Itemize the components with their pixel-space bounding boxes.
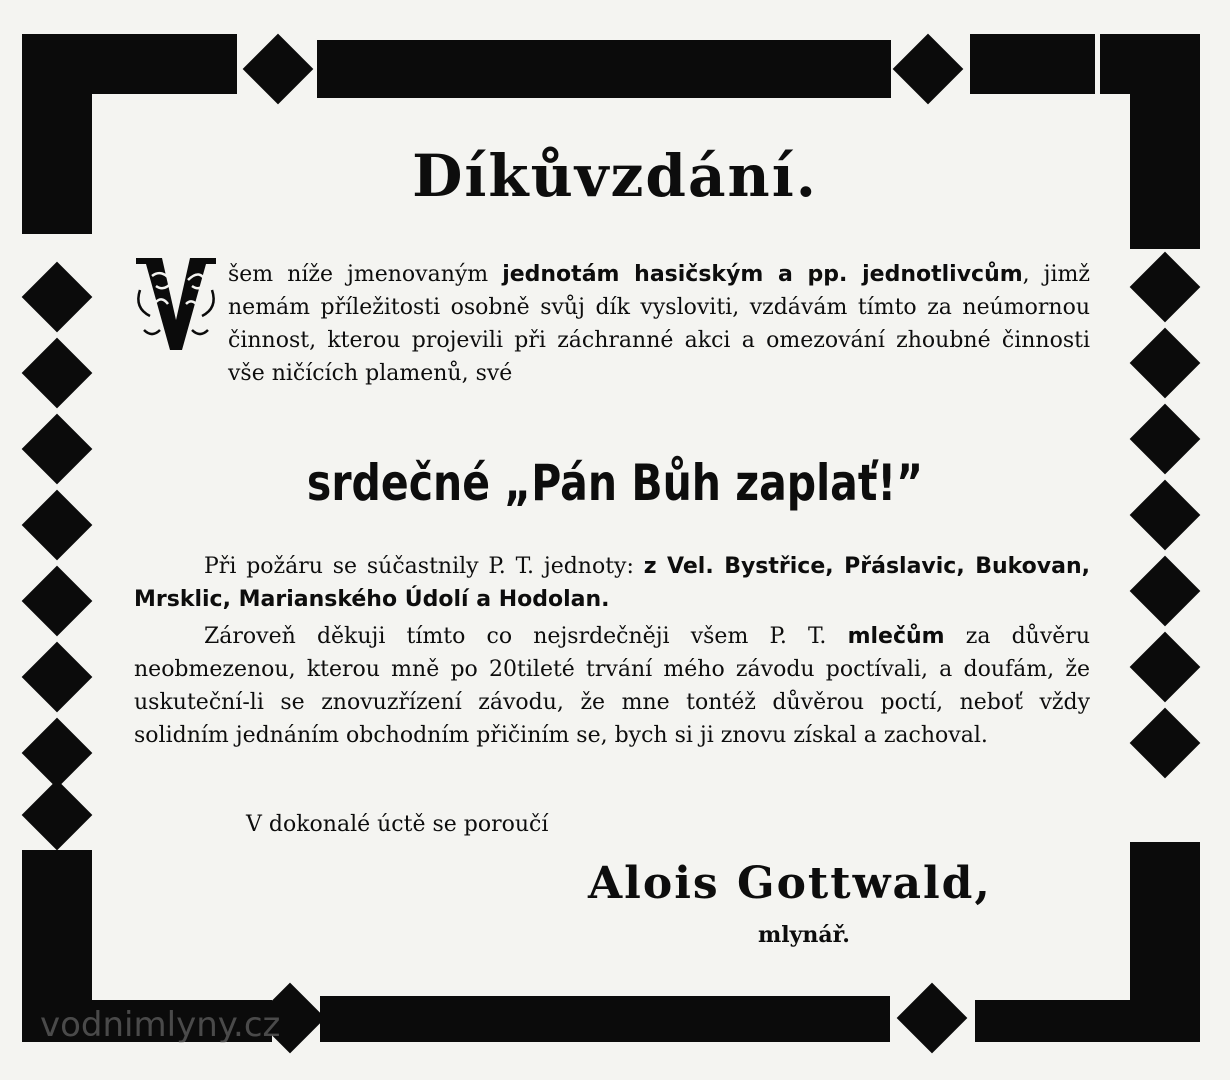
ornamental-drop-cap-v bbox=[132, 250, 220, 354]
border-diamond-top-right bbox=[893, 34, 964, 105]
border-diamond-right bbox=[1130, 480, 1201, 551]
border-top-center-bar bbox=[317, 40, 891, 98]
border-diamond-right bbox=[1130, 252, 1201, 323]
border-corner-top-right-cap bbox=[1100, 34, 1200, 94]
border-bottom-center-bar bbox=[320, 996, 890, 1042]
closing-line: V dokonalé úctě se poroučí bbox=[246, 812, 549, 837]
watermark: vodnimlyny.cz bbox=[40, 1005, 281, 1045]
border-diamond-right bbox=[1130, 556, 1201, 627]
border-diamond-left bbox=[22, 642, 93, 713]
notice-title: Díkůvzdání. bbox=[412, 142, 818, 210]
border-diamond-left bbox=[22, 338, 93, 409]
border-diamond-left bbox=[22, 490, 93, 561]
border-diamond-right bbox=[1130, 708, 1201, 779]
border-diamond-right bbox=[1130, 328, 1201, 399]
border-diamond-top-left bbox=[243, 34, 314, 105]
signature-name: Alois Gottwald, bbox=[588, 858, 992, 909]
border-diamond-left bbox=[22, 262, 93, 333]
intro-bold-text: jednotám hasičským a pp. jednotlivcům bbox=[502, 262, 1023, 287]
border-diamond-left bbox=[22, 566, 93, 637]
border-diamond-left bbox=[22, 718, 93, 789]
border-diamond-right bbox=[1130, 632, 1201, 703]
signature-role: mlynář. bbox=[758, 922, 850, 948]
thanks-paragraph bbox=[134, 620, 1090, 752]
intro-text-continued: , jimž nemám příležitosti osobně svůj dík vysloviti, vzdávám tímto za neúmornou činnost, kterou projevili při záchranné akci a omezování zhoubné činnosti vše ničících plamenů, své bbox=[228, 262, 1090, 386]
thanks-slogan: srdečné „Pán Bůh zaplať!” bbox=[306, 454, 924, 512]
border-diamond-left bbox=[22, 414, 93, 485]
border-top-right-bar bbox=[970, 34, 1095, 94]
intro-paragraph bbox=[228, 258, 1090, 390]
attendance-paragraph bbox=[134, 550, 1090, 616]
thanks-text: Zároveň děkuji tímto co nejsrdečněji všem P. T. bbox=[204, 624, 848, 649]
border-bottom-right-bar bbox=[975, 1000, 1200, 1042]
thanks-text-continued: za důvěru neobmezenou, kterou mně po 20tileté trvání mého závodu poctívali, a doufám, že uskuteční-li se znovuzřízení závodu, že mne tontéž důvěrou poctí, neboť vždy solidním jednáním obchodním přičiním se, bych si ji znovu získal a zachoval. bbox=[134, 624, 1090, 748]
border-diamond-left bbox=[22, 780, 93, 851]
intro-text: šem níže jmenovaným bbox=[228, 262, 503, 287]
border-diamond-right bbox=[1130, 404, 1201, 475]
thanks-bold-text: mlečům bbox=[847, 624, 945, 649]
attendance-text: Při požáru se súčastnily P. T. jednoty: bbox=[204, 554, 644, 579]
attendance-bold-text: z Vel. Bystřice, Přáslavic, Bukovan, Mrsklic, Marianského Údolí a Hodolan. bbox=[134, 554, 1090, 612]
border-diamond-bottom-right bbox=[897, 983, 968, 1054]
